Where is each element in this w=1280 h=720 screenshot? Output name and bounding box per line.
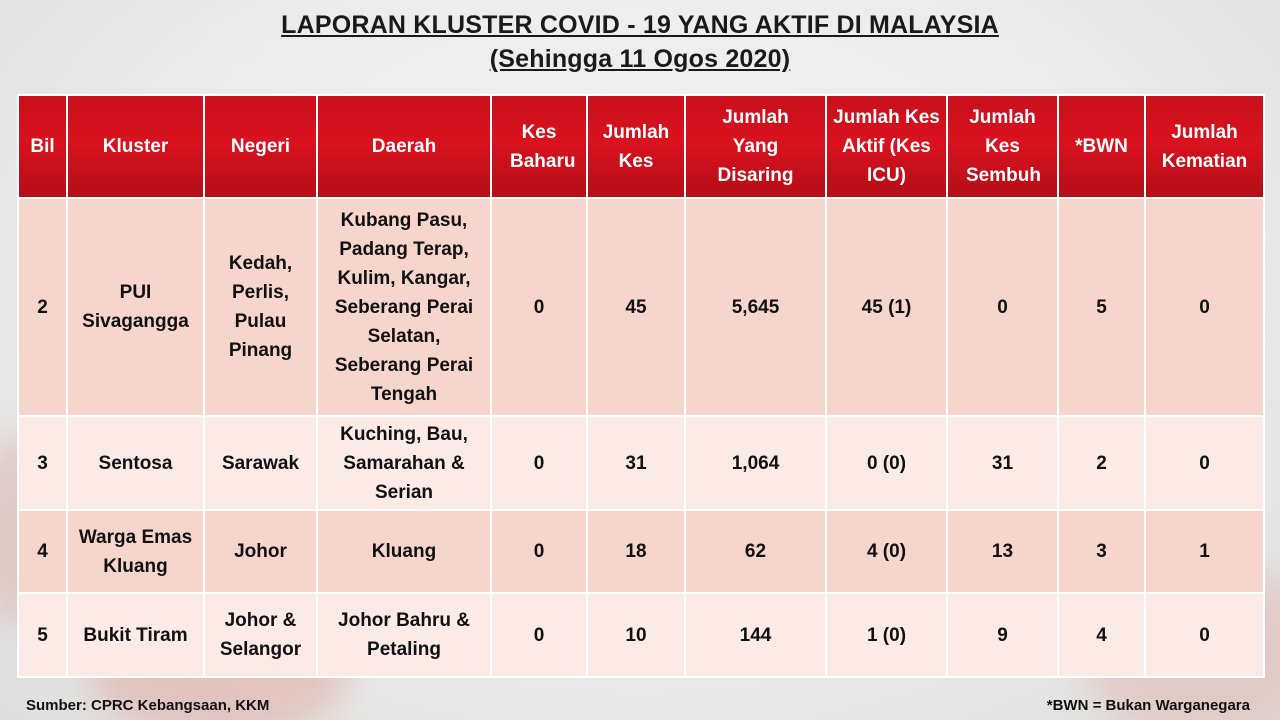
cell-kes-sembuh: 0 — [947, 198, 1058, 416]
cell-daerah: Kluang — [317, 510, 491, 593]
header-kes-aktif: Jumlah Kes Aktif (Kes ICU) — [826, 95, 947, 198]
table-header-row — [18, 95, 1264, 198]
cell-kluster: Sentosa — [67, 416, 204, 510]
header-kluster: Kluster — [67, 95, 204, 198]
cluster-table-container — [17, 94, 1263, 678]
cluster-table — [17, 94, 1265, 678]
header-negeri: Negeri — [204, 95, 317, 198]
cell-jumlah-kes: 18 — [587, 510, 685, 593]
cell-kes-baharu: 0 — [491, 416, 587, 510]
title-line-1: LAPORAN KLUSTER COVID - 19 YANG AKTIF DI MALAYSIA — [281, 11, 999, 39]
table-row — [18, 198, 1264, 416]
header-kematian: Jumlah Kematian — [1145, 95, 1264, 198]
header-daerah: Daerah — [317, 95, 491, 198]
cell-kematian: 1 — [1145, 510, 1264, 593]
cell-kluster: Bukit Tiram — [67, 593, 204, 677]
table-row — [18, 416, 1264, 510]
cell-kluster: PUI Sivagangga — [67, 198, 204, 416]
cell-kematian: 0 — [1145, 416, 1264, 510]
cell-negeri: Johor — [204, 510, 317, 593]
header-bwn: *BWN — [1058, 95, 1145, 198]
cell-jumlah-kes: 10 — [587, 593, 685, 677]
cell-jumlah-kes: 31 — [587, 416, 685, 510]
cell-bil: 3 — [18, 416, 67, 510]
cell-kluster: Warga Emas Kluang — [67, 510, 204, 593]
table-row — [18, 510, 1264, 593]
cell-kematian: 0 — [1145, 198, 1264, 416]
cell-bil: 2 — [18, 198, 67, 416]
cell-bwn: 2 — [1058, 416, 1145, 510]
header-kes-sembuh: Jumlah Kes Sembuh — [947, 95, 1058, 198]
cell-bil: 5 — [18, 593, 67, 677]
cell-kes-sembuh: 13 — [947, 510, 1058, 593]
cell-kes-aktif: 0 (0) — [826, 416, 947, 510]
cell-bwn: 5 — [1058, 198, 1145, 416]
cell-jumlah-disaring: 5,645 — [685, 198, 826, 416]
cell-negeri: Kedah, Perlis, Pulau Pinang — [204, 198, 317, 416]
cell-bwn: 4 — [1058, 593, 1145, 677]
cell-kes-baharu: 0 — [491, 198, 587, 416]
cell-kes-aktif: 45 (1) — [826, 198, 947, 416]
cell-daerah: Kuching, Bau, Samarahan & Serian — [317, 416, 491, 510]
title-line-2: (Sehingga 11 Ogos 2020) — [489, 45, 791, 73]
cell-kes-aktif: 1 (0) — [826, 593, 947, 677]
cell-jumlah-disaring: 62 — [685, 510, 826, 593]
cell-kes-sembuh: 9 — [947, 593, 1058, 677]
cell-kes-sembuh: 31 — [947, 416, 1058, 510]
cell-kematian: 0 — [1145, 593, 1264, 677]
cell-jumlah-kes: 45 — [587, 198, 685, 416]
cell-negeri: Sarawak — [204, 416, 317, 510]
header-jumlah-kes: Jumlah Kes — [587, 95, 685, 198]
page-title — [0, 8, 1280, 76]
header-jumlah-disaring: Jumlah Yang Disaring — [685, 95, 826, 198]
header-bil: Bil — [18, 95, 67, 198]
cell-kes-aktif: 4 (0) — [826, 510, 947, 593]
cell-daerah: Johor Bahru & Petaling — [317, 593, 491, 677]
header-kes-baharu: Kes Baharu — [491, 95, 587, 198]
cell-bwn: 3 — [1058, 510, 1145, 593]
cell-kes-baharu: 0 — [491, 593, 587, 677]
cell-negeri: Johor & Selangor — [204, 593, 317, 677]
cell-jumlah-disaring: 1,064 — [685, 416, 826, 510]
cell-bil: 4 — [18, 510, 67, 593]
source-note: Sumber: CPRC Kebangsaan, KKM — [26, 697, 270, 714]
cell-daerah: Kubang Pasu, Padang Terap, Kulim, Kangar, Seberang Perai Selatan, Seberang Perai Tengah — [317, 198, 491, 416]
cell-jumlah-disaring: 144 — [685, 593, 826, 677]
bwn-legend: *BWN = Bukan Warganegara — [1046, 697, 1250, 714]
cell-kes-baharu: 0 — [491, 510, 587, 593]
table-row — [18, 593, 1264, 677]
